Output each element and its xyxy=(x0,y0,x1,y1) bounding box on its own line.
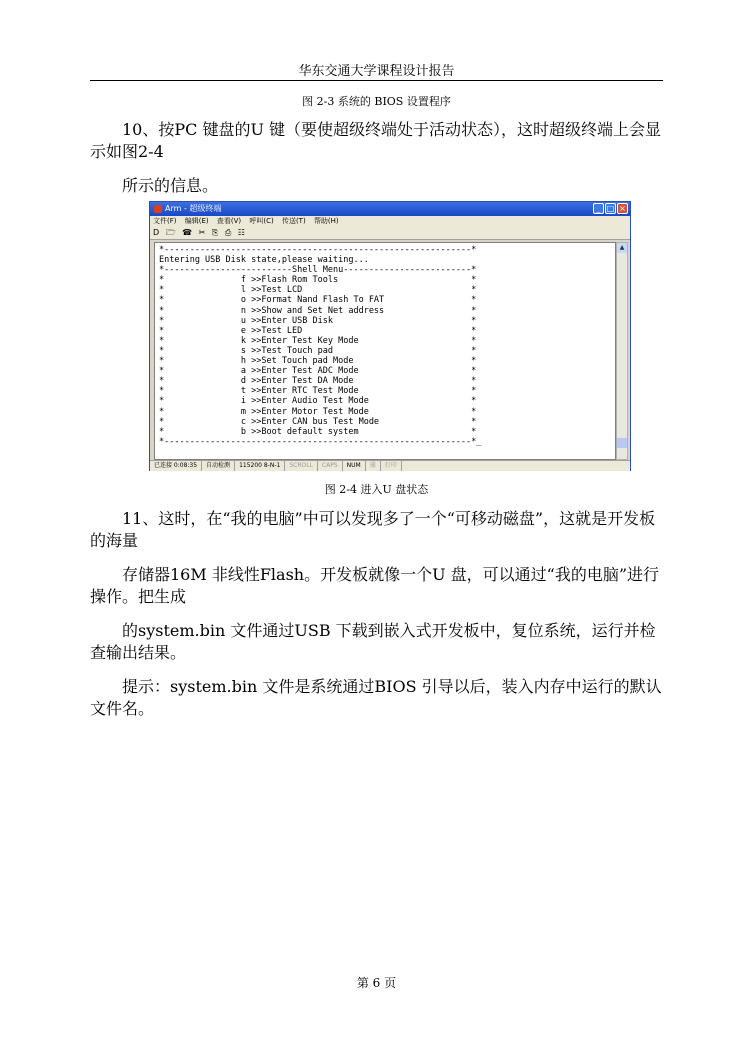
terminal-output: *------------------------------------------------------------* Entering USB Disk state,please waiting... *-------------------------Shell Menu-------------------------* * f >>Flash Rom Tools * * l >>Test LCD * * o >>Format Nand Flash To FAT * * n >>Show and Set Net address * * u >>Enter USB Disk * * e >>Test LED * * k >>Enter Test Key Mode * * s >>Test Touch pad * * h >>Set Touch pad Mode * * a >>Enter Test ADC Mode * * d >>Enter Test DA Mode * * t >>Enter RTC Test Mode * * i >>Enter Audio Test Mode * * m >>Enter Motor Test Mode * * c >>Enter CAN bus Test Mode * * b >>Boot default system * *------------------------------------------------------------*_ xyxy=(159,245,482,447)
window-statusbar xyxy=(150,460,630,471)
paragraph-step-10: 10、按PC 键盘的U 键（要使超级终端处于活动状态），这时超级终端上会显示如图2-4 xyxy=(90,120,662,161)
paragraph-step-10-cont: 所示的信息。 xyxy=(90,176,219,195)
window-menubar xyxy=(150,216,630,227)
status-detect: 自动检测 xyxy=(202,461,235,471)
terminal-window-screenshot xyxy=(149,201,631,471)
status-num: NUM xyxy=(343,461,366,471)
menu-call: 呼叫(C) xyxy=(249,217,274,225)
terminal-area xyxy=(154,242,616,460)
paragraph-hint: 提示：system.bin 文件是系统通过BIOS 引导以后，装入内存中运行的默认文件名。 xyxy=(90,677,662,718)
menu-help: 帮助(H) xyxy=(313,217,339,225)
menu-edit: 编辑(E) xyxy=(184,217,209,225)
minimize-icon: _ xyxy=(593,203,604,214)
status-capture: 捕 xyxy=(366,461,381,471)
page-header: 华东交通大学课程设计报告 xyxy=(298,64,455,79)
figure-caption-2-4: 图 2-4 进入U 盘状态 xyxy=(324,483,429,496)
maximize-icon: □ xyxy=(606,204,615,213)
scroll-thumb xyxy=(617,438,627,448)
status-connected: 已连接 0:08:35 xyxy=(150,461,202,471)
app-icon xyxy=(154,205,162,213)
status-scroll: SCROLL xyxy=(285,461,318,471)
status-baud: 115200 8-N-1 xyxy=(235,461,285,471)
menu-transfer: 传送(T) xyxy=(281,217,306,225)
terminal-scrollbar xyxy=(616,242,628,460)
paragraph-step-11: 11、这时，在“我的电脑”中可以发现多了一个“可移动磁盘”，这就是开发板的海量 xyxy=(90,509,656,550)
window-title: Arm - 超级终端 xyxy=(165,204,222,213)
menu-file: 文件(F) xyxy=(153,217,177,225)
status-caps: CAPS xyxy=(318,461,343,471)
menu-view: 查看(V) xyxy=(216,217,242,225)
window-toolbar: D 🗁 ☎ ✂ ⎘ ⎙ ☷ xyxy=(150,227,630,240)
paragraph-storage: 存储器16M 非线性Flash。开发板就像一个U 盘，可以通过“我的电脑”进行操作。把生成 xyxy=(90,565,660,606)
scroll-up-icon: ▲ xyxy=(617,243,627,253)
status-print: 打印 xyxy=(381,461,402,471)
paragraph-download: 的system.bin 文件通过USB 下载到嵌入式开发板中，复位系统，运行并检查输出结果。 xyxy=(90,621,656,662)
figure-caption-2-3: 图 2-3 系统的 BIOS 设置程序 xyxy=(302,95,451,108)
header-rule xyxy=(90,80,663,81)
close-icon: × xyxy=(617,203,628,214)
page-number: 第 6 页 xyxy=(356,976,397,990)
window-titlebar xyxy=(150,202,630,216)
